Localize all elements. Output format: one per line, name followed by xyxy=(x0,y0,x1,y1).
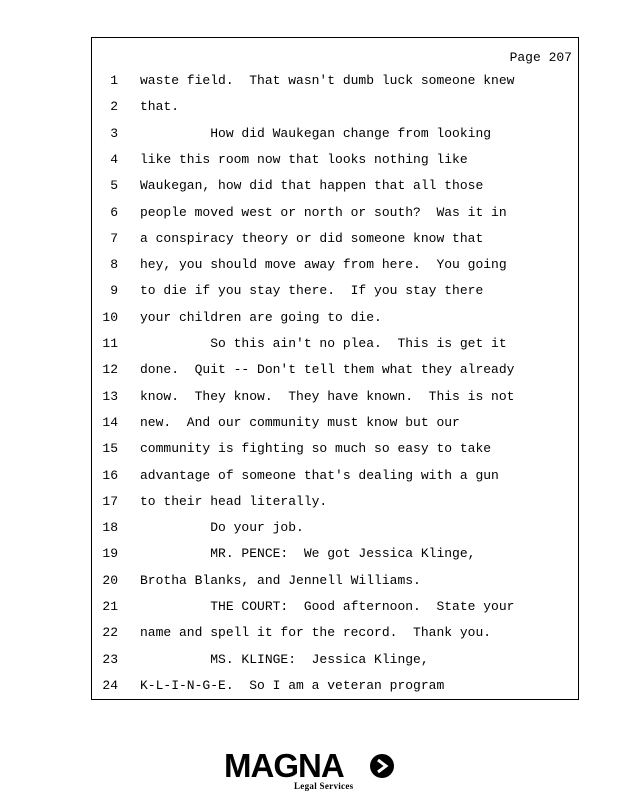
line-text: Do your job. xyxy=(140,520,304,536)
transcript-line xyxy=(92,571,578,591)
line-text: MR. PENCE: We got Jessica Klinge, xyxy=(140,546,476,562)
line-number: 15 xyxy=(102,441,118,457)
line-number: 11 xyxy=(102,336,118,351)
line-number: 23 xyxy=(102,651,118,667)
line-text: THE COURT: Good afternoon. State your xyxy=(140,599,515,614)
line-number: 19 xyxy=(102,546,118,562)
line-text: your children are going to die. xyxy=(140,309,382,325)
line-text: Brotha Blanks, and Jennell Williams. xyxy=(140,572,421,588)
line-text: name and spell it for the record. Thank you. xyxy=(140,625,492,641)
line-number: 13 xyxy=(102,388,118,404)
transcript-line xyxy=(92,229,578,249)
line-number: 14 xyxy=(102,414,118,430)
transcript-line xyxy=(92,623,578,643)
line-number: 17 xyxy=(102,493,118,509)
transcript-line xyxy=(92,544,578,564)
line-text: people moved west or north or south? Was it in xyxy=(140,204,507,220)
transcript-line xyxy=(92,308,578,328)
line-number: 1 xyxy=(110,73,118,88)
line-number: 2 xyxy=(110,99,118,115)
line-number: 4 xyxy=(110,151,118,167)
line-text: MS. KLINGE: Jessica Klinge, xyxy=(140,651,429,667)
line-number: 12 xyxy=(102,362,118,378)
transcript-line xyxy=(92,150,578,170)
line-text: advantage of someone that's dealing with a gun xyxy=(140,467,499,483)
line-text: a conspiracy theory or did someone know that xyxy=(140,230,484,246)
transcript-line xyxy=(92,176,578,196)
transcript-line xyxy=(92,466,578,486)
line-text: How did Waukegan change from looking xyxy=(140,125,492,141)
line-number: 8 xyxy=(110,257,118,273)
line-number: 21 xyxy=(102,599,118,614)
line-number: 16 xyxy=(102,467,118,483)
transcript-line xyxy=(92,413,578,433)
line-text: waste field. That wasn't dumb luck someone knew xyxy=(140,73,515,88)
line-number: 9 xyxy=(110,283,118,299)
line-text: that. xyxy=(140,99,180,115)
line-text: K-L-I-N-G-E. So I am a veteran program xyxy=(140,677,445,693)
logo-tagline: Legal Services xyxy=(294,781,354,791)
line-text: to their head literally. xyxy=(140,493,328,509)
transcript-page xyxy=(91,37,579,700)
transcript-line xyxy=(92,650,578,670)
logo-wordmark: MAGNA xyxy=(224,747,344,784)
transcript-line xyxy=(92,439,578,459)
transcript-line xyxy=(92,387,578,407)
transcript-line xyxy=(92,124,578,144)
transcript-line xyxy=(92,360,578,380)
arrow-icon xyxy=(370,754,394,778)
transcript-line xyxy=(92,492,578,512)
transcript-line xyxy=(92,518,578,538)
line-text: community is fighting so much so easy to take xyxy=(140,441,492,457)
line-text: hey, you should move away from here. You going xyxy=(140,257,507,273)
magna-logo xyxy=(224,748,404,794)
transcript-line xyxy=(92,281,578,301)
line-number: 20 xyxy=(102,572,118,588)
line-text: Waukegan, how did that happen that all those xyxy=(140,178,484,194)
line-number: 24 xyxy=(102,677,118,693)
line-number: 22 xyxy=(102,625,118,641)
line-text: like this room now that looks nothing like xyxy=(140,151,468,167)
transcript-line xyxy=(92,71,578,91)
transcript-line xyxy=(92,334,578,354)
line-text: new. And our community must know but our xyxy=(140,414,460,430)
transcript-line xyxy=(92,676,578,696)
transcript-line xyxy=(92,597,578,617)
line-number: 3 xyxy=(110,125,118,141)
line-number: 7 xyxy=(110,230,118,246)
transcript-line xyxy=(92,97,578,117)
line-text: done. Quit -- Don't tell them what they already xyxy=(140,362,515,378)
line-number: 6 xyxy=(110,204,118,220)
transcript-line xyxy=(92,255,578,275)
line-number: 5 xyxy=(110,178,118,194)
line-text: So this ain't no plea. This is get it xyxy=(140,336,507,351)
line-text: know. They know. They have known. This is not xyxy=(140,388,515,404)
line-number: 10 xyxy=(102,309,118,325)
page-number: Page 207 xyxy=(509,50,572,65)
transcript-line xyxy=(92,203,578,223)
line-number: 18 xyxy=(102,520,118,536)
line-text: to die if you stay there. If you stay there xyxy=(140,283,484,299)
